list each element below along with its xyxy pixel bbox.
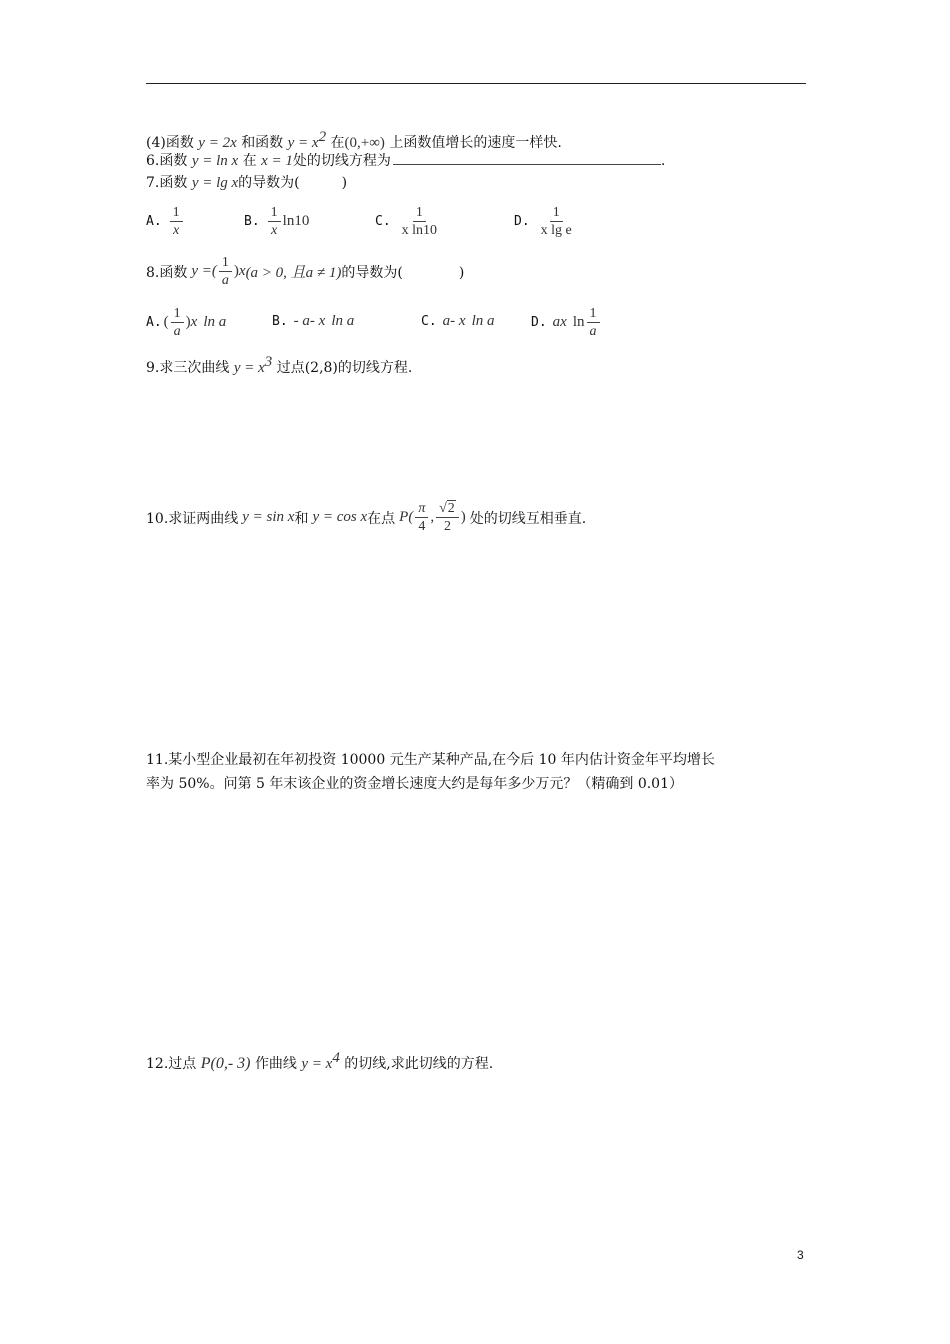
q9-function: y = x xyxy=(233,360,265,376)
numerator: √2 xyxy=(436,500,459,518)
option-label: A. xyxy=(146,315,162,330)
page-number: 3 xyxy=(797,1248,804,1262)
denominator: a xyxy=(221,273,229,288)
q6-end: . xyxy=(660,153,666,169)
q10-function-1: y = sin x xyxy=(242,509,295,525)
denominator: x ln10 xyxy=(401,223,438,238)
q12-function: y = x xyxy=(301,1056,333,1072)
numerator: 1 xyxy=(170,204,183,222)
q4-suffix: 上函数值增长的速度一样快. xyxy=(389,135,562,151)
denominator: a xyxy=(173,324,181,339)
option-c-after: ln a xyxy=(471,313,495,329)
q8-option-a[interactable] xyxy=(146,305,226,340)
question-10-line xyxy=(146,500,586,535)
q4-function-2: y = x xyxy=(287,135,319,151)
option-label: C. xyxy=(375,214,391,229)
q7-option-c[interactable] xyxy=(375,204,442,239)
q12-exponent: 4 xyxy=(332,1050,340,1066)
q6-prefix: 6.函数 xyxy=(146,153,188,169)
question-6-line xyxy=(146,150,665,171)
q7-option-b[interactable] xyxy=(244,204,309,239)
numerator: 1 xyxy=(587,305,600,323)
q7-option-d[interactable] xyxy=(514,204,577,239)
q8-exponent: x xyxy=(238,263,246,279)
option-b-after: ln10 xyxy=(282,213,310,229)
q9-suffix: 过点(2,8)的切线方程. xyxy=(276,360,413,376)
q6-point: x = 1 xyxy=(261,153,293,169)
sqrt-radicand: 2 xyxy=(447,501,455,516)
q12-prefix: 12.过点 xyxy=(146,1056,197,1072)
q8-lhs: y =( xyxy=(191,263,217,279)
header-rule xyxy=(146,83,806,84)
q6-zai: 在 xyxy=(242,153,257,169)
q12-point: P(0,- 3) xyxy=(200,1055,251,1072)
q7-function: y = lg x xyxy=(191,175,239,191)
q8-suffix: 的导数为( ) xyxy=(341,264,465,281)
exponent: x xyxy=(190,314,198,330)
option-label: B. xyxy=(244,214,260,229)
denominator: x xyxy=(173,223,180,238)
q12-mid: 作曲线 xyxy=(254,1056,297,1072)
q12-suffix: 的切线,求此切线的方程. xyxy=(344,1056,494,1072)
numerator: 1 xyxy=(219,254,232,272)
q10-suffix: 处的切线互相垂直. xyxy=(469,510,587,527)
fraction xyxy=(219,254,232,289)
numerator: 1 xyxy=(413,204,426,222)
fraction xyxy=(436,500,459,535)
numerator: π xyxy=(415,500,428,518)
exponent: - x xyxy=(450,313,466,329)
question-11-line-2: 率为 50%。问第 5 年末该企业的资金增长速度大约是每年多少万元？（精确到 0.01） xyxy=(146,776,683,792)
option-d-base: a xyxy=(552,314,561,330)
q10-mid: 和 xyxy=(294,510,309,527)
exponent: - x xyxy=(309,313,326,329)
q4-zai: 在 xyxy=(330,135,345,151)
q8-condition: (a > 0, 且a ≠ 1) xyxy=(245,265,342,281)
q4-interval: (0,+∞) xyxy=(344,135,385,151)
q7-prefix: 7.函数 xyxy=(146,175,188,191)
exponent: x xyxy=(560,314,567,330)
lparen: ( xyxy=(163,314,169,330)
numerator: 1 xyxy=(171,305,184,323)
q7-suffix: 的导数为( ) xyxy=(238,175,348,191)
q8-option-c[interactable] xyxy=(421,313,494,330)
option-d-ln: ln xyxy=(572,314,585,330)
denominator: a xyxy=(589,324,597,339)
q10-prefix: 10.求证两曲线 xyxy=(146,510,239,527)
fraction xyxy=(415,500,428,535)
numerator: 1 xyxy=(268,204,281,222)
question-7-line xyxy=(146,173,347,193)
denominator: x lg e xyxy=(540,223,572,238)
q10-rparen: ) xyxy=(460,509,466,525)
option-label: D. xyxy=(531,315,547,330)
option-b-after: ln a xyxy=(331,313,355,329)
option-label: B. xyxy=(272,314,288,329)
q4-mid: 和函数 xyxy=(241,135,284,151)
q8-prefix: 8.函数 xyxy=(146,264,188,281)
q6-function: y = ln x xyxy=(191,153,239,169)
option-b-base: - a xyxy=(293,313,310,329)
question-12-line xyxy=(146,1048,493,1074)
fraction xyxy=(399,204,440,239)
option-label: C. xyxy=(421,314,437,329)
fraction xyxy=(171,305,184,340)
q9-prefix: 9.求三次曲线 xyxy=(146,360,230,376)
q4-function-1: y = 2x xyxy=(198,135,237,151)
q6-suffix: 处的切线方程为 xyxy=(292,153,391,169)
fraction xyxy=(170,204,183,239)
q8-option-d[interactable] xyxy=(531,305,602,340)
q8-option-b[interactable] xyxy=(272,313,354,330)
q6-answer-blank[interactable] xyxy=(393,150,661,165)
q10-function-2: y = cos x xyxy=(312,509,368,525)
q4-exponent: 2 xyxy=(318,129,327,145)
q10-zai: 在点 xyxy=(367,510,396,527)
option-c-base: a xyxy=(442,313,451,329)
fraction xyxy=(268,204,281,239)
q4-prefix: (4)函数 xyxy=(146,135,194,151)
question-9-line xyxy=(146,352,412,378)
denominator: 4 xyxy=(418,519,426,534)
q8-rparen: ) xyxy=(233,263,239,279)
q9-exponent: 3 xyxy=(264,354,273,370)
option-label: A. xyxy=(146,214,162,229)
q10-comma: , xyxy=(430,509,435,525)
numerator: 1 xyxy=(550,204,563,222)
denominator: x xyxy=(271,223,278,238)
question-8-line xyxy=(146,254,464,289)
denominator: 2 xyxy=(443,519,451,534)
q10-point-p: P( xyxy=(399,509,414,525)
fraction xyxy=(538,204,575,239)
fraction xyxy=(587,305,600,340)
rparen: ) xyxy=(185,314,191,330)
q7-option-a[interactable] xyxy=(146,204,185,239)
option-label: D. xyxy=(514,214,530,229)
question-11-line-1: 11.某小型企业最初在年初投资 10000 元生产某种产品,在今后 10 年内估计资金年平均增长 xyxy=(146,752,715,768)
option-a-after: ln a xyxy=(203,314,227,330)
